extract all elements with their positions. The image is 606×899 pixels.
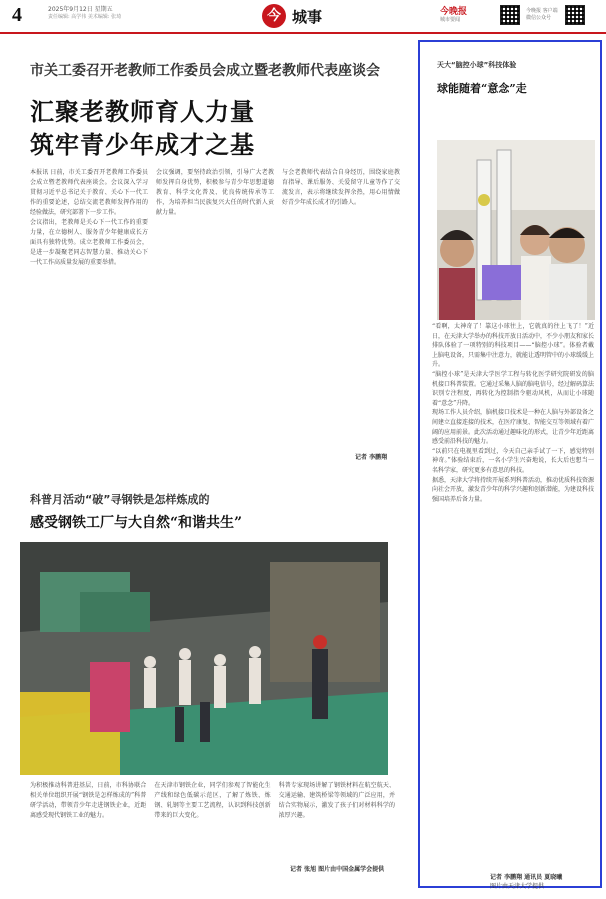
paragraph: “脑控小球”是天津大学医学工程与转化医学研究院研发的脑机接口科普装置。它通过采集人脑的脑电信号，经过解码算法识别专注程度，再转化为控制指令驱动风机，从而让小球随着“意念”升降。 — [432, 370, 594, 407]
steel-plant-photo — [20, 542, 388, 775]
text-column — [282, 168, 400, 433]
issue-date: 2025年9月12日 星期五 — [48, 6, 113, 13]
paragraph: 为积极推动科普进基层，日前，市科协联合相关单位组织开展“钢铁是怎样炼成的”科普研学活动，带领青少年走进钢铁企业，近距离感受现代钢铁工业的魅力。 — [30, 782, 147, 819]
paper-subtitle: 城市要闻 — [440, 17, 461, 23]
qr-label: 今晚报 客户端 微信公众号 — [526, 8, 558, 21]
paragraph: 本报讯 日前，市关工委召开老教师工作委员会成立暨老教师代表座谈会。会议深入学习贯彻习近平总书记关于教育、关心下一代工作的重要论述，总结交流老教师发挥作用的经验做法，研究部署下一步工作。 — [30, 169, 148, 216]
byline: 记者 李鹏翔 — [355, 454, 388, 461]
children-experiment-image — [437, 140, 595, 320]
text-column — [154, 781, 270, 855]
text-column — [30, 168, 148, 433]
brain-control-photo — [437, 140, 595, 320]
editor-credits: 责任编辑: 高学伟 美术编辑: 张琦 — [48, 14, 122, 20]
paragraph: 会议强调，要坚持政治引领，引导广大老教师发挥自身优势，积极参与青少年思想道德教育、科学文化普及、优良传统传承等工作，为培养担当民族复兴大任的时代新人贡献力量。 — [156, 169, 274, 216]
article-kicker: 市关工委召开老教师工作委员会成立暨老教师代表座谈会 — [30, 63, 380, 79]
paragraph: 科普专家现场讲解了钢铁材料在航空航天、交通运输、建筑桥梁等领域的广泛应用，并结合实物展示，激发了孩子们对材料科学的浓厚兴趣。 — [278, 782, 395, 819]
text-column — [30, 781, 146, 855]
paragraph: 据悉，天津大学将持续开展系列科普活动，推动优质科技资源向社会开放，激发青少年的科学兴趣和创新潜能，为建设科技强国培养后备力量。 — [432, 476, 594, 503]
article-headline: 汇聚老教师育人力量 — [30, 97, 255, 126]
qr-code-icon — [500, 5, 520, 25]
photo-credit: 图片由天津大学提供 — [490, 883, 545, 890]
article-kicker: 天大“脑控小球”科技体验 — [437, 61, 517, 69]
article-body — [30, 781, 395, 855]
byline: 记者 张旭 图片由中国金属学会提供 — [290, 866, 385, 873]
newspaper-logo-icon: 今 — [262, 4, 286, 28]
paragraph: “看啊，太神奇了！靠这小球往上，它就真的往上飞了！”近日，在天津大学举办的科技开放日活动中，不少小朋友和家长排队体验了一项特别的科技项目——“脑控小球”。体验者戴上脑电设备，只需集中注意力，就能让透明管中的小球缓缓上升。 — [432, 323, 594, 369]
paragraph: 现场工作人员介绍，脑机接口技术是一种在人脑与外部设备之间建立直接连接的技术，在医疗康复、智能交互等领域有着广阔的应用前景。此次活动通过趣味化的形式，让青少年近距离感受前沿科技的魅力。 — [432, 409, 594, 446]
page-header — [0, 0, 606, 34]
article-headline: 筑牢青少年成才之基 — [30, 130, 255, 159]
article-body — [432, 322, 594, 870]
section-title: 城事 — [292, 8, 323, 26]
article-headline: 感受钢铁工厂与大自然“和谐共生” — [30, 515, 243, 531]
text-column — [156, 168, 274, 433]
paragraph: “以前只在电视里看到过，今天自己亲手试了一下，感觉特别神奇。”体验结束后，一名小学生兴奋地说，长大后也想当一名科学家，研究更多有意思的科技。 — [432, 447, 594, 474]
factory-tour-image — [20, 542, 388, 775]
paragraph: 会议指出，老教师是关心下一代工作的重要力量，在立德树人、服务青少年健康成长方面具有独特优势。成立老教师工作委员会，是进一步凝聚老同志智慧力量、推动关心下一代工作高质量发展的重要举措。 — [30, 219, 148, 266]
paragraph: 与会老教师代表结合自身经历，围绕家庭教育指导、课后服务、关爱留守儿童等作了交流发言，表示将继续发挥余热，用心用情做好青少年成长成才的引路人。 — [282, 169, 400, 206]
article-kicker: 科普月活动“破”寻钢铁是怎样炼成的 — [30, 493, 210, 506]
paragraph: 在天津市钢铁企业，同学们参观了智能化生产线和绿色低碳示范区，了解了炼铁、炼钢、轧钢等主要工艺流程，认识到科技创新带来的巨大变化。 — [154, 782, 271, 819]
page-number: 4 — [12, 4, 22, 26]
article-headline: 球能随着“意念”走 — [437, 82, 527, 95]
text-column — [279, 781, 395, 855]
paper-name: 今晚报 — [440, 7, 468, 17]
qr-code-icon — [565, 5, 585, 25]
article-body — [30, 168, 400, 433]
byline: 记者 李鹏翔 通讯员 夏晓曦 — [490, 874, 563, 881]
